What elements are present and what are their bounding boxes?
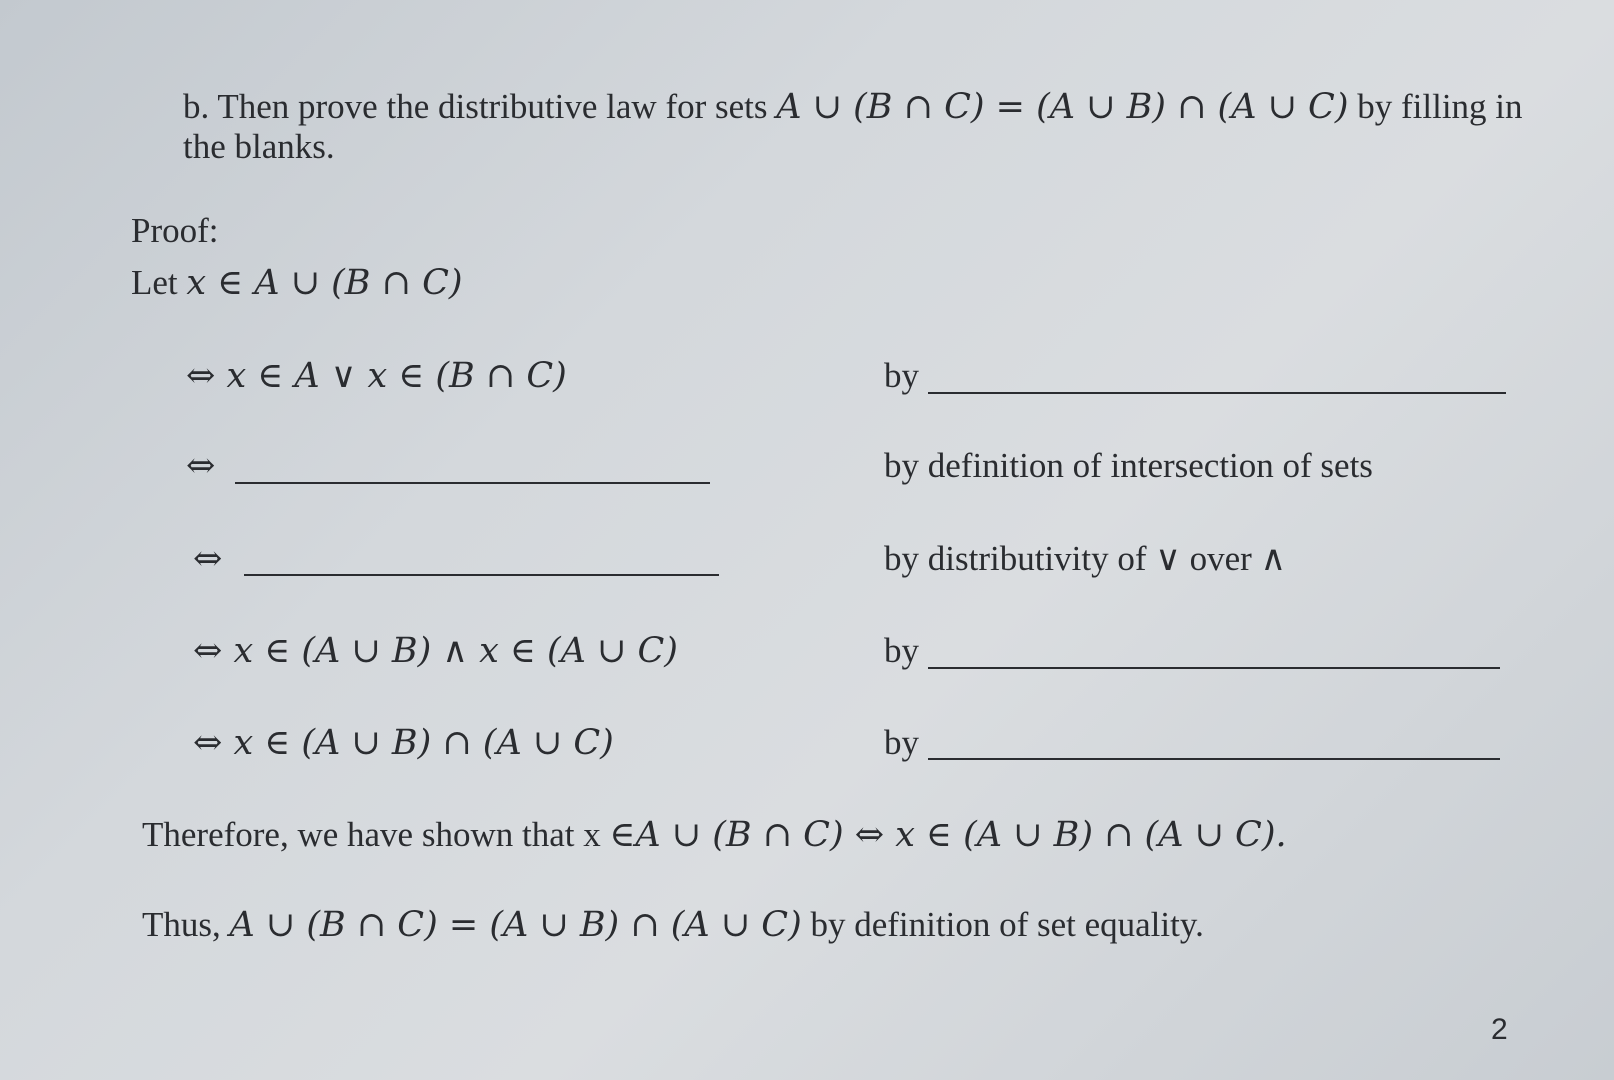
problem-intro-end: by filling in	[1357, 87, 1523, 126]
step-1-reason-blank[interactable]	[928, 392, 1506, 394]
therefore-expression: A ∪ (B ∩ C) ⇔ x ∈ (A ∪ B) ∩ (A ∪ C).	[635, 815, 1287, 855]
let-line	[131, 262, 463, 304]
page-number: 2	[1491, 1013, 1508, 1046]
let-word: Let	[131, 263, 178, 302]
step-3-arrow: ⇔	[193, 539, 223, 579]
step-3-reason: by distributivity of ∨ over ∧	[884, 539, 1287, 578]
problem-intro: b. Then prove the distributive law for sets	[183, 87, 768, 126]
step-5-expression: ⇔ x ∈ (A ∪ B) ∩ (A ∪ C)	[193, 723, 614, 763]
step-2-reason: by definition of intersection of sets	[884, 446, 1373, 485]
step-5-by: by	[884, 723, 919, 762]
step-2-arrow: ⇔	[186, 446, 216, 486]
step-3-expression-blank[interactable]	[244, 574, 719, 576]
therefore-line	[142, 814, 1287, 856]
step-2-expression-blank[interactable]	[235, 482, 710, 484]
step-4-expression: ⇔ x ∈ (A ∪ B) ∧ x ∈ (A ∪ C)	[193, 631, 678, 671]
step-1-expression: ⇔ x ∈ A ∨ x ∈ (B ∩ C)	[186, 356, 567, 396]
step-4-reason-blank[interactable]	[928, 667, 1500, 669]
therefore-text: Therefore, we have shown that x ∈	[142, 815, 636, 854]
step-5-reason-blank[interactable]	[928, 758, 1500, 760]
thus-expression: A ∪ (B ∩ C) = (A ∪ B) ∩ (A ∪ C)	[229, 905, 802, 945]
thus-line	[142, 904, 1204, 946]
step-4-by: by	[884, 631, 919, 670]
problem-statement-line1	[183, 86, 1523, 128]
problem-statement-line2: the blanks.	[183, 127, 335, 166]
thus-end: by definition of set equality.	[810, 905, 1204, 944]
step-1-by: by	[884, 356, 919, 395]
thus-word: Thus,	[142, 905, 221, 944]
let-expression: x ∈ A ∪ (B ∩ C)	[186, 263, 463, 303]
distributive-law-expression: A ∪ (B ∩ C) = (A ∪ B) ∩ (A ∪ C)	[776, 87, 1349, 127]
proof-heading: Proof:	[131, 211, 219, 250]
